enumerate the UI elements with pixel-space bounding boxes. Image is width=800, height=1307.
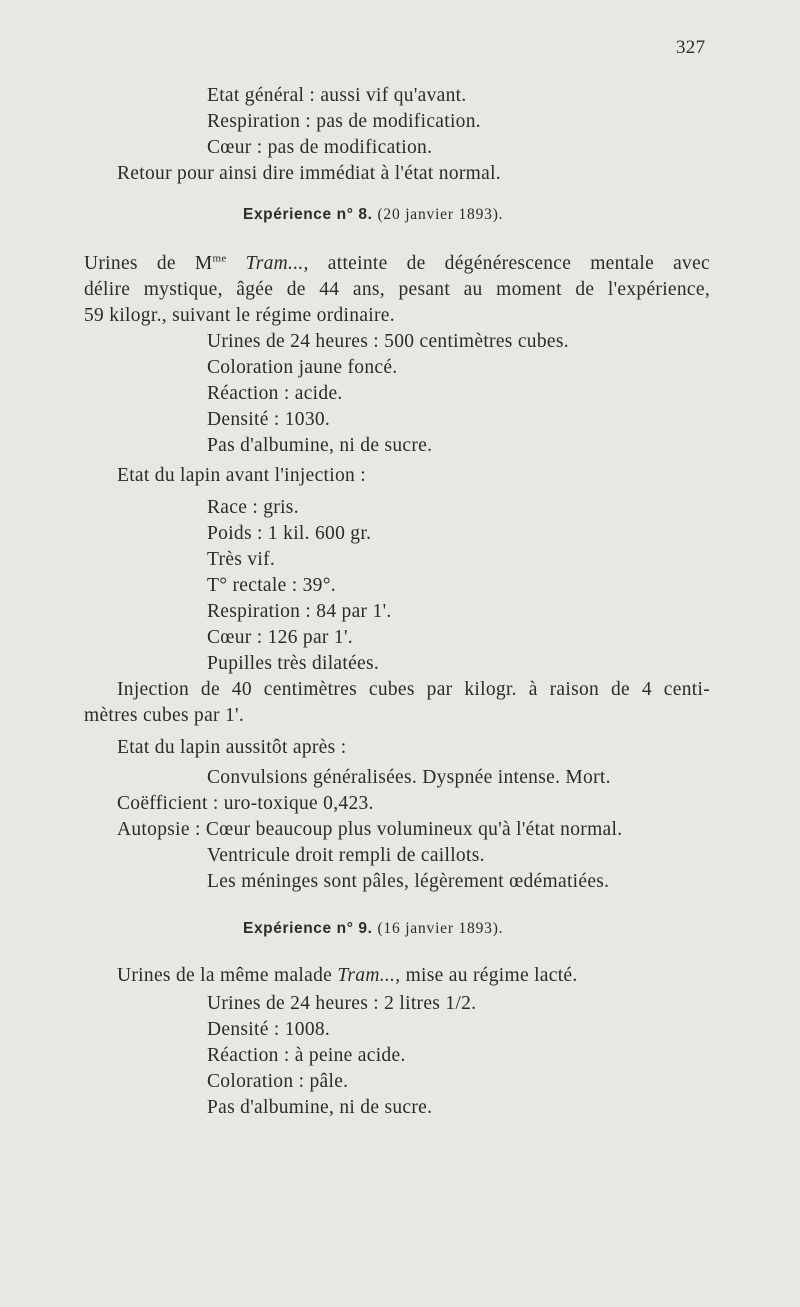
text-line: Très vif. [207,549,276,570]
text-line: Respiration : pas de modification. [207,111,481,132]
text-line: Réaction : à peine acide. [207,1045,406,1066]
page-number: 327 [676,37,706,58]
text-line: Cœur : 126 par 1'. [207,627,353,648]
experiment-8-label: Expérience n° 8. [243,206,373,223]
text-line: Pas d'albumine, ni de sucre. [207,1097,433,1118]
text-line: Les méninges sont pâles, légèrement œdématiées. [207,871,610,892]
text-line: Coloration jaune foncé. [207,357,398,378]
text-line: Respiration : 84 par 1'. [207,601,392,622]
text-line: Urines de $M^{me}$ Tram..., atteinte de dégénérescence mentale avec [84,252,710,274]
text-line: Ventricule droit rempli de caillots. [207,845,485,866]
text-line: Densité : 1030. [207,409,331,430]
experiment-8-date: (20 janvier 1893). [377,206,504,223]
text-line: Poids : 1 kil. 600 gr. [207,523,372,544]
text-line: Coloration : pâle. [207,1071,349,1092]
text-line: mètres cubes par 1'. [84,705,245,726]
text-line: Urines de la même malade Tram..., mise au régime lacté. [117,965,578,986]
text-line: Injection de 40 centimètres cubes par kilogr. à raison de 4 centi- [117,679,710,700]
text-line: Etat du lapin aussitôt après : [117,737,347,758]
text-line: 59 kilogr., suivant le régime ordinaire. [84,305,395,326]
text-line: Pas d'albumine, ni de sucre. [207,435,433,456]
text-line: Cœur : pas de modification. [207,137,433,158]
text-line: T° rectale : 39°. [207,575,336,596]
text-line: Urines de 24 heures : 500 centimètres cubes. [207,331,569,352]
text-line: Pupilles très dilatées. [207,653,380,674]
text-line: délire mystique, âgée de 44 ans, pesant au moment de l'expérience, [84,279,710,300]
experiment-9-heading [243,917,503,941]
text-line: Coëfficient : uro-toxique 0,423. [117,793,374,814]
text-line: Etat du lapin avant l'injection : [117,465,366,486]
text-line: Retour pour ainsi dire immédiat à l'état normal. [117,163,501,184]
experiment-9-date: (16 janvier 1893). [377,920,504,937]
text-line: Densité : 1008. [207,1019,331,1040]
text-line: Race : gris. [207,497,299,518]
text-line: Etat général : aussi vif qu'avant. [207,85,467,106]
text-line: Réaction : acide. [207,383,343,404]
experiment-9-label: Expérience n° 9. [243,920,373,937]
experiment-8-heading [243,203,503,227]
text-line: Urines de 24 heures : 2 litres 1/2. [207,993,477,1014]
text-line: Convulsions généralisées. Dyspnée intense. Mort. [207,767,611,788]
text-line: Autopsie : Cœur beaucoup plus volumineux qu'à l'état normal. [117,819,623,840]
